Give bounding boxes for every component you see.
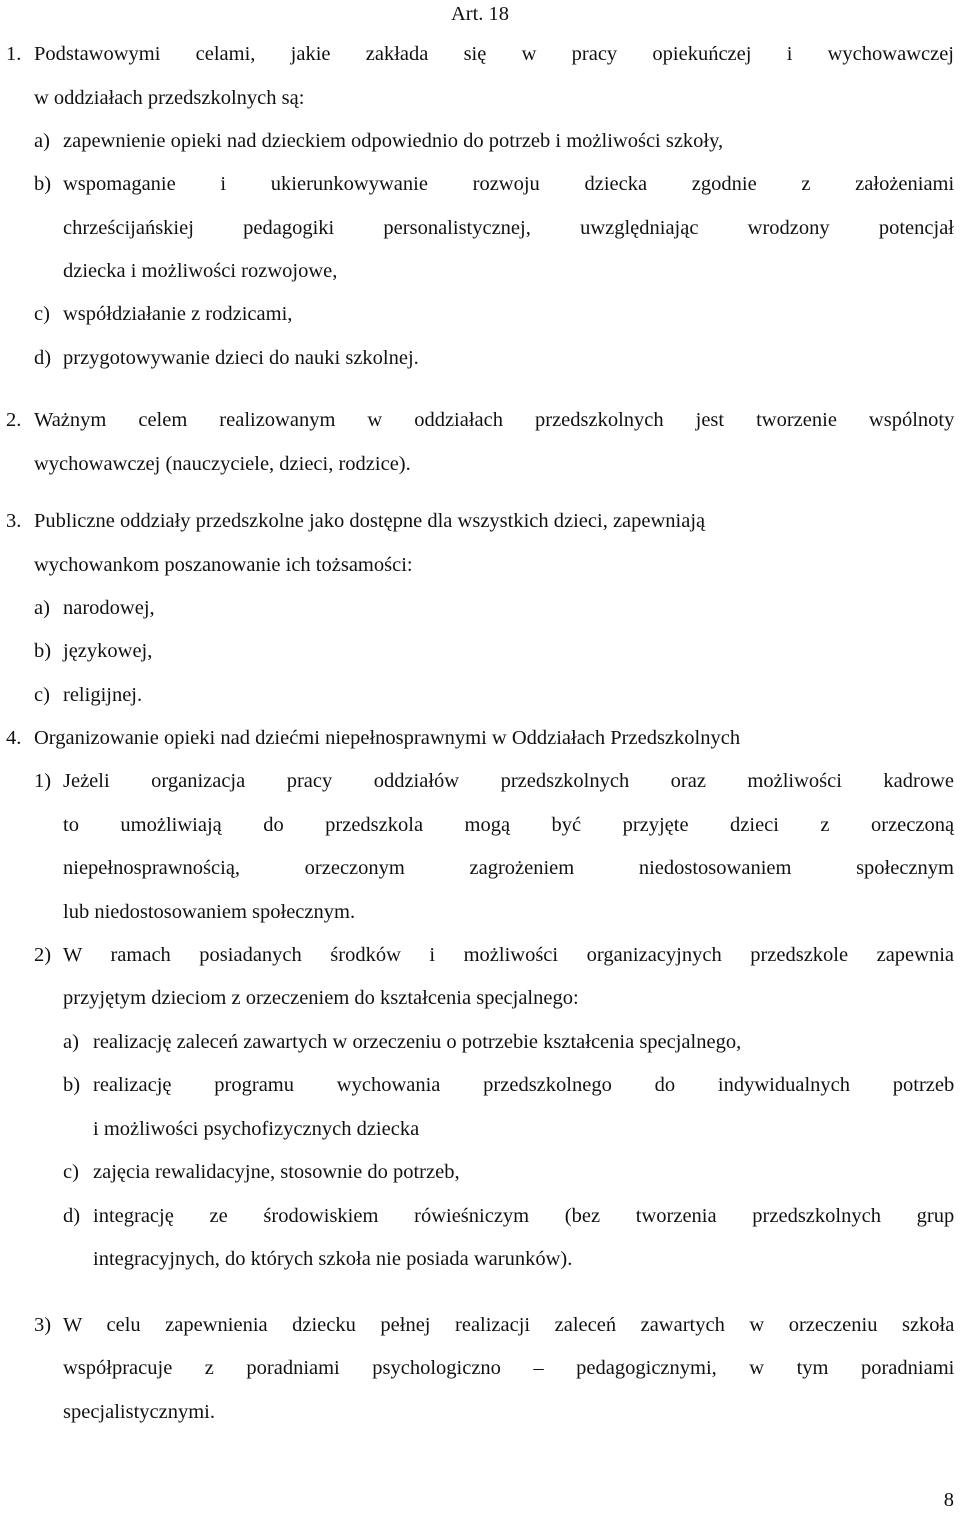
item-1d-text: przygotowywanie dzieci do nauki szkolnej.	[63, 347, 419, 369]
item-4-2c-text: zajęcia rewalidacyjne, stosownie do potrzeb,	[93, 1161, 460, 1183]
page-number: 8	[943, 1489, 954, 1511]
item-4-2-line-1: W ramach posiadanych środków i możliwości organizacyjnych przedszkole zapewnia	[63, 944, 954, 966]
item-1a-label: a)	[34, 130, 50, 152]
item-1a-text: zapewnienie opieki nad dzieckiem odpowiednio do potrzeb i możliwości szkoły,	[63, 130, 724, 152]
paragraph-2-number: 2.	[6, 409, 22, 431]
paragraph-1-line-1: Podstawowymi celami, jakie zakłada się w pracy opiekuńczej i wychowawczej	[34, 43, 954, 65]
item-1b-line-2: chrześcijańskiej pedagogiki personalistycznej, uwzględniając wrodzony potencjał	[63, 217, 954, 239]
item-1d-label: d)	[34, 347, 52, 369]
item-3c-label: c)	[34, 684, 50, 706]
paragraph-2-line-2: wychowawczej (nauczyciele, dzieci, rodzice).	[34, 453, 411, 475]
paragraph-4-line-1: Organizowanie opieki nad dziećmi niepełnosprawnymi w Oddziałach Przedszkolnych	[34, 727, 741, 749]
paragraph-4-number: 4.	[6, 727, 22, 749]
item-4-2-line-2: przyjętym dzieciom z orzeczeniem do kształcenia specjalnego:	[63, 987, 579, 1009]
item-4-2d-label: d)	[63, 1205, 81, 1227]
item-4-1-line-4: lub niedostosowaniem społecznym.	[63, 901, 356, 923]
item-4-1-label: 1)	[34, 770, 52, 792]
item-4-3-line-1: W celu zapewnienia dziecku pełnej realizacji zaleceń zawartych w orzeczeniu szkoła	[63, 1314, 955, 1336]
item-4-3-line-2: współpracuje z poradniami psychologiczno – pedagogicznymi, w tym poradniami	[63, 1357, 955, 1379]
item-3c-text: religijnej.	[63, 684, 143, 706]
item-3a-text: narodowej,	[63, 597, 155, 619]
item-4-2b-line-2: i możliwości psychofizycznych dziecka	[93, 1118, 420, 1140]
item-4-3-line-3: specjalistycznymi.	[63, 1401, 215, 1423]
item-1c-text: współdziałanie z rodzicami,	[63, 303, 293, 325]
item-3a-label: a)	[34, 597, 50, 619]
item-4-1-line-2: to umożliwiają do przedszkola mogą być przyjęte dzieci z orzeczoną	[63, 814, 955, 836]
item-3b-label: b)	[34, 640, 52, 662]
item-4-2a-text: realizację zaleceń zawartych w orzeczeniu o potrzebie kształcenia specjalnego,	[93, 1031, 742, 1053]
item-4-1-line-1: Jeżeli organizacja pracy oddziałów przedszkolnych oraz możliwości kadrowe	[63, 770, 954, 792]
paragraph-3-number: 3.	[6, 510, 22, 532]
item-4-2a-label: a)	[63, 1031, 79, 1053]
item-4-2d-line-1: integrację ze środowiskiem rówieśniczym (bez tworzenia przedszkolnych grup	[93, 1205, 955, 1227]
item-1b-line-1: wspomaganie i ukierunkowywanie rozwoju dziecka zgodnie z założeniami	[63, 173, 955, 195]
item-4-2b-label: b)	[63, 1074, 81, 1096]
item-1b-label: b)	[34, 173, 52, 195]
paragraph-1-line-2: w oddziałach przedszkolnych są:	[34, 87, 305, 109]
paragraph-2-line-1: Ważnym celem realizowanym w oddziałach przedszkolnych jest tworzenie wspólnoty	[34, 409, 955, 431]
item-1b-line-3: dziecka i możliwości rozwojowe,	[63, 260, 338, 282]
item-4-1-line-3: niepełnosprawnością, orzeczonym zagrożeniem niedostosowaniem społecznym	[63, 857, 954, 879]
item-4-2c-label: c)	[63, 1161, 79, 1183]
item-1c-label: c)	[34, 303, 50, 325]
item-4-2b-line-1: realizację programu wychowania przedszkolnego do indywidualnych potrzeb	[93, 1074, 955, 1096]
item-4-3-label: 3)	[34, 1314, 52, 1336]
paragraph-3-line-1: Publiczne oddziały przedszkolne jako dostępne dla wszystkich dzieci, zapewniają	[34, 510, 706, 532]
paragraph-1-number: 1.	[6, 43, 22, 65]
paragraph-3-line-2: wychowankom poszanowanie ich tożsamości:	[34, 554, 413, 576]
item-4-2d-line-2: integracyjnych, do których szkoła nie posiada warunków).	[93, 1248, 573, 1270]
item-4-2-label: 2)	[34, 944, 52, 966]
article-heading: Art. 18	[450, 3, 510, 25]
item-3b-text: językowej,	[63, 640, 153, 662]
